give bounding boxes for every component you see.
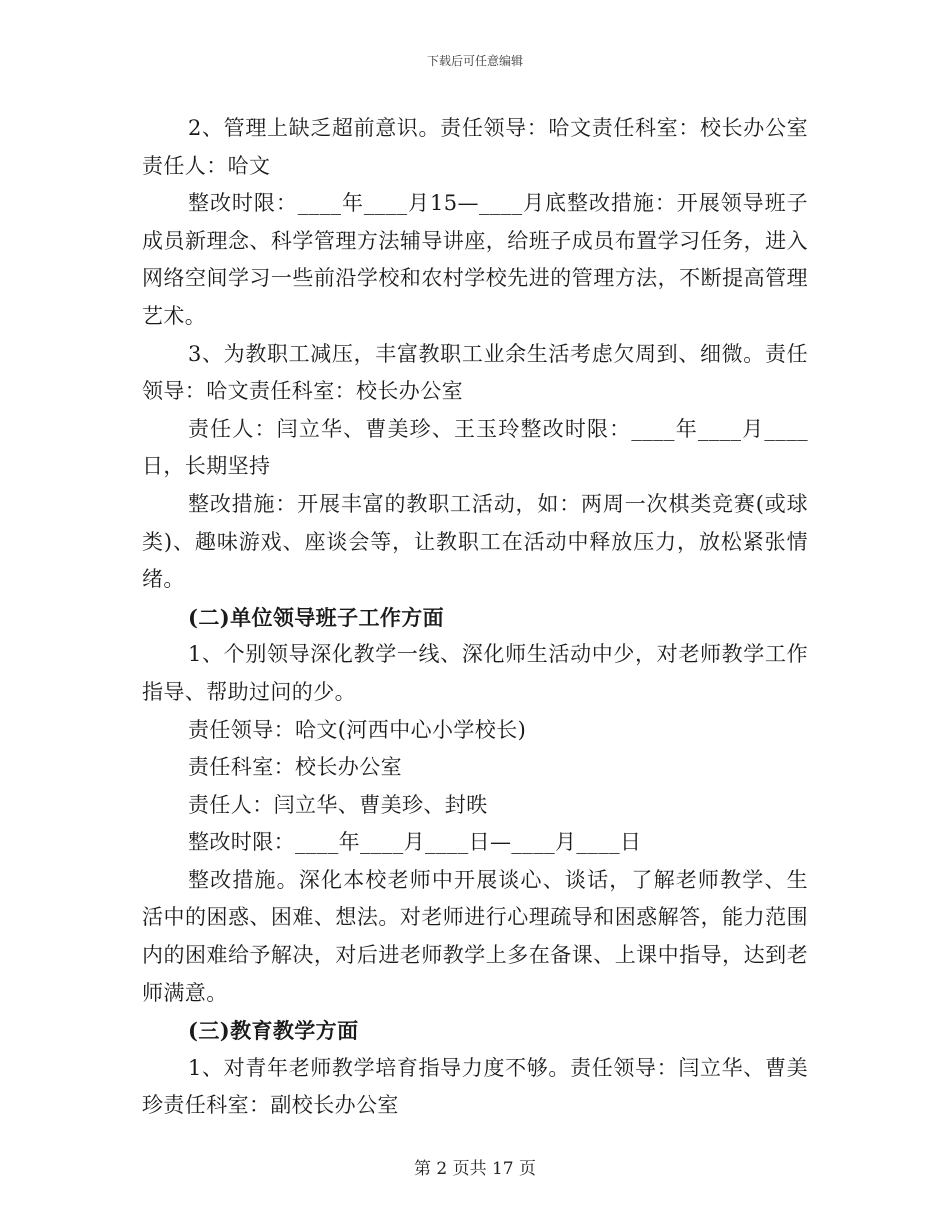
paragraph-1: 2、管理上缺乏超前意识。责任领导：哈文责任科室：校长办公室责任人：哈文 — [142, 116, 808, 178]
paragraph-12: 1、对青年老师教学培育指导力度不够。责任领导：闫立华、曹美珍责任科室：副校长办公室 — [142, 1055, 808, 1118]
paragraph-6: 1、个别领导深化教学一线、深化师生活动中少，对老师教学工作指导、帮助过问的少。 — [142, 642, 808, 704]
paragraph-9: 责任人：闫立华、曹美珍、封昳 — [188, 792, 488, 817]
paragraph-4: 责任人：闫立华、曹美珍、王玉玲整改时限：____年____月____日，长期坚持 — [142, 416, 808, 479]
paragraph-3: 3、为教职工减压，丰富教职工业余生活考虑欠周到、细微。责任领导：哈文责任科室：校长办公室 — [142, 341, 808, 404]
paragraph-7: 责任领导：哈文(河西中心小学校长) — [188, 717, 527, 742]
paragraph-5: 整改措施：开展丰富的教职工活动，如：两周一次棋类竞赛(或球类)、趣味游戏、座谈会等，让教职工在活动中释放压力，放松紧张情绪。 — [142, 491, 808, 592]
paragraph-10: 整改时限：____年____月____日—____月____日 — [188, 830, 642, 855]
paragraph-2: 整改时限：____年____月15—____月底整改措施：开展领导班子成员新理念、科学管理方法辅导讲座，给班子成员布置学习任务，进入网络空间学习一些前沿学校和农村学校先进的管理方法，不断提高管理艺术。 — [142, 191, 808, 328]
section-heading-2: (二)单位领导班子工作方面 — [188, 604, 445, 630]
section-heading-3: (三)教育教学方面 — [188, 1018, 359, 1044]
paragraph-8: 责任科室：校长办公室 — [188, 755, 402, 780]
page-header: 下载后可任意编辑 — [426, 54, 523, 68]
page-footer: 第 2 页共 17 页 — [413, 1159, 537, 1179]
document-body — [142, 110, 808, 1125]
paragraph-11: 整改措施。深化本校老师中开展谈心、谈话，了解老师教学、生活中的困惑、困难、想法。对老师进行心理疏导和困惑解答，能力范围内的困难给予解决，对后进老师教学上多在备课、上课中指导，达到老师满意。 — [142, 867, 808, 1005]
